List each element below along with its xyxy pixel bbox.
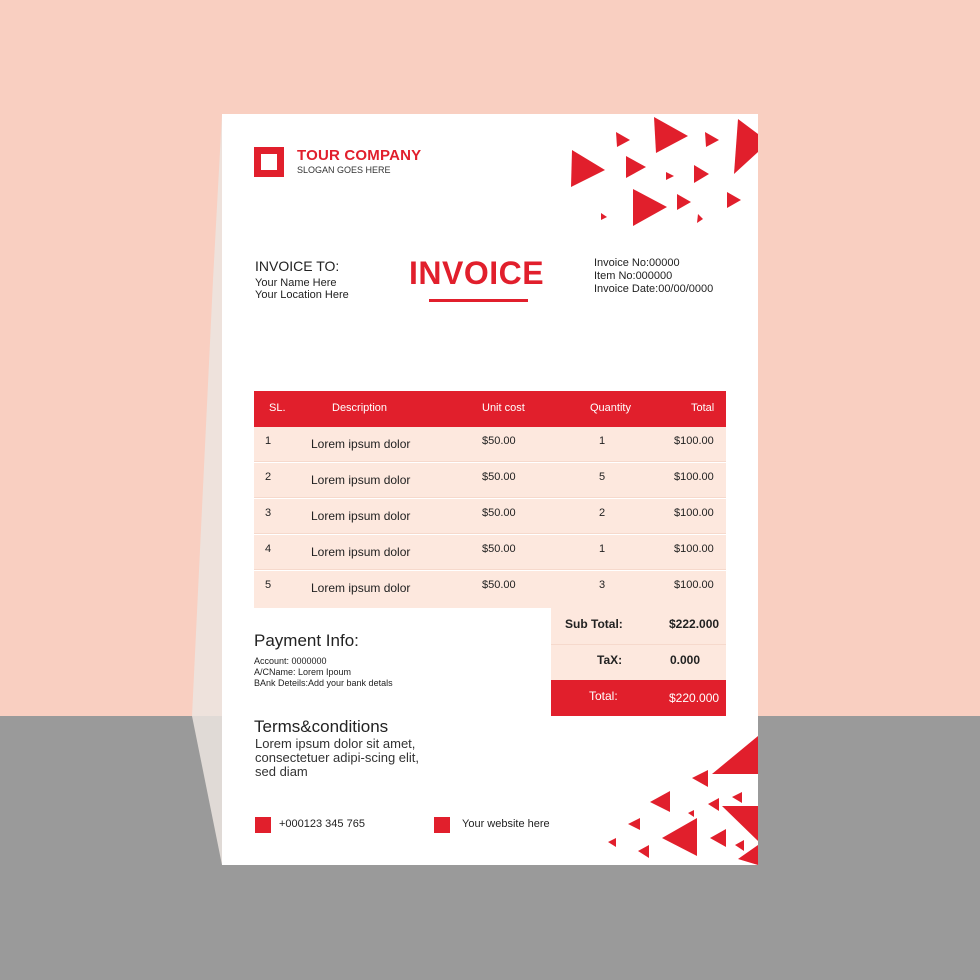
- terms-text: Lorem ipsum dolor sit amet, consectetuer adipi-scing elit, sed diam: [255, 736, 420, 779]
- header-description: Description: [332, 402, 388, 414]
- invoice-number: Invoice No:00000: [594, 257, 680, 269]
- summary-divider: [551, 644, 726, 645]
- header-total: Total: [691, 402, 715, 414]
- cell-sl: 5: [265, 579, 272, 591]
- cell-total: $100.00: [674, 507, 714, 519]
- header-unit-cost: Unit cost: [482, 402, 525, 414]
- subtotal-value: $222.000: [669, 617, 720, 631]
- client-location: Your Location Here: [255, 289, 349, 301]
- footer-phone: +000123 345 765: [279, 818, 365, 830]
- cell-description: Lorem ipsum dolor: [311, 545, 411, 559]
- cell-unit-cost: $50.00: [482, 435, 516, 447]
- cell-unit-cost: $50.00: [482, 579, 516, 591]
- table-header: [254, 391, 726, 427]
- cell-description: Lorem ipsum dolor: [311, 581, 411, 595]
- invoice-page: [222, 114, 758, 865]
- table-row: [254, 535, 726, 570]
- total-label: Total:: [589, 689, 618, 703]
- cell-total: $100.00: [674, 543, 714, 555]
- header-sl: SL.: [269, 402, 286, 414]
- cell-total: $100.00: [674, 435, 714, 447]
- company-slogan: SLOGAN GOES HERE: [297, 165, 391, 175]
- cell-sl: 3: [265, 507, 272, 519]
- invoice-to-label: INVOICE TO:: [255, 258, 340, 274]
- total-value: $220.000: [669, 691, 720, 705]
- cell-quantity: 1: [599, 435, 606, 447]
- row-divider: [254, 533, 726, 534]
- payment-account-name: A/CName: Lorem Ipoum: [254, 667, 352, 677]
- footer-website: Your website here: [462, 818, 550, 830]
- cell-description: Lorem ipsum dolor: [311, 473, 411, 487]
- invoice-title: INVOICE: [409, 255, 545, 291]
- tax-label: TaX:: [597, 653, 623, 667]
- cell-unit-cost: $50.00: [482, 507, 516, 519]
- cell-sl: 4: [265, 543, 272, 555]
- row-divider: [254, 497, 726, 498]
- payment-title: Payment Info:: [254, 631, 359, 650]
- cell-quantity: 1: [599, 543, 606, 555]
- cell-unit-cost: $50.00: [482, 471, 516, 483]
- cell-sl: 1: [265, 435, 272, 447]
- table-row: [254, 427, 726, 462]
- company-name: TOUR COMPANY: [297, 147, 422, 164]
- table-row: [254, 571, 726, 608]
- cell-sl: 2: [265, 471, 272, 483]
- header-quantity: Quantity: [590, 402, 631, 414]
- invoice-date: Invoice Date:00/00/0000: [594, 283, 714, 295]
- tax-value: 0.000: [670, 653, 701, 667]
- cell-unit-cost: $50.00: [482, 543, 516, 555]
- table-row: [254, 463, 726, 498]
- cell-quantity: 5: [599, 471, 606, 483]
- item-number: Item No:000000: [594, 270, 673, 282]
- cell-quantity: 2: [599, 507, 606, 519]
- row-divider: [254, 461, 726, 462]
- cell-description: Lorem ipsum dolor: [311, 437, 411, 451]
- title-underline: [429, 299, 528, 302]
- payment-bank-details: BAnk Deteils:Add your bank detals: [254, 678, 393, 688]
- cell-quantity: 3: [599, 579, 606, 591]
- cell-total: $100.00: [674, 579, 714, 591]
- payment-account: Account: 0000000: [254, 656, 327, 666]
- client-name: Your Name Here: [255, 277, 337, 289]
- subtotal-label: Sub Total:: [565, 617, 623, 631]
- terms-title: Terms&conditions: [254, 717, 389, 736]
- row-divider: [254, 569, 726, 570]
- cell-total: $100.00: [674, 471, 714, 483]
- table-row: [254, 499, 726, 534]
- phone-icon: [255, 817, 271, 833]
- cell-description: Lorem ipsum dolor: [311, 509, 411, 523]
- website-icon: [434, 817, 450, 833]
